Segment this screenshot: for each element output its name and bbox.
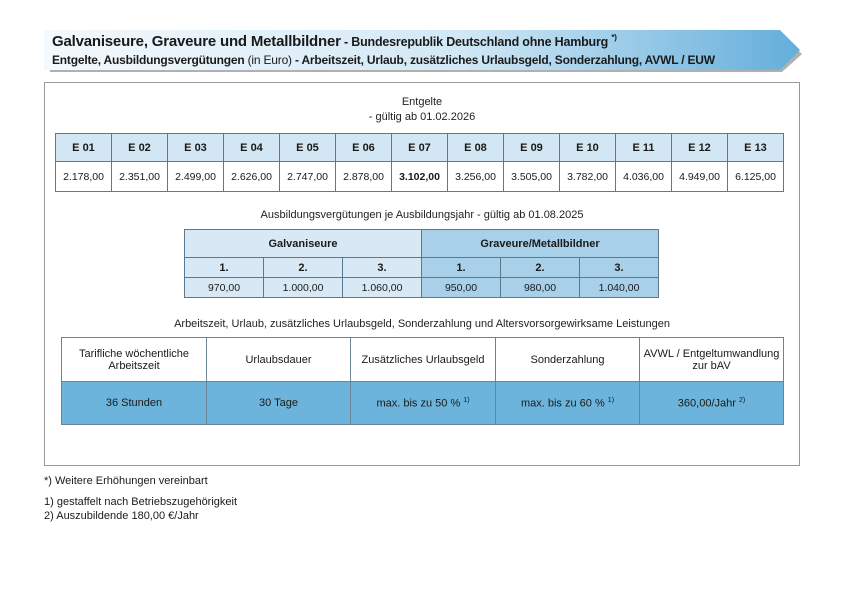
ausbildung-title: Ausbildungsvergütungen je Ausbildungsjahr - gültig ab 01.08.2025: [260, 209, 584, 221]
value-e04: 2.626,00: [224, 162, 280, 192]
entgelte-header-row: [56, 134, 784, 162]
value-e13: 6.125,00: [728, 162, 784, 192]
value-e02: 2.351,00: [112, 162, 168, 192]
header-banner: [44, 29, 798, 73]
arbeitszeit-header-row: [62, 338, 784, 382]
value-avwl: 360,00/Jahr $^{2)}$: [640, 382, 784, 425]
value-e08: 3.256,00: [448, 162, 504, 192]
page-subtitle: Entgelte, Ausbildungsvergütungen (in Euro) - Arbeitszeit, Urlaub, zusätzliches Urlaubsgeld, Sonderzahlung, AVWL / EUW: [52, 53, 715, 67]
ausbildung-year-row: [185, 258, 659, 278]
col-arbeitszeit: Tarifliche wöchentliche Arbeitszeit: [62, 338, 207, 382]
entgelte-valid-date: - gültig ab 01.02.2026: [368, 111, 476, 123]
ausbildung-value-row: [185, 278, 659, 298]
value-e09: 3.505,00: [504, 162, 560, 192]
year-label: 1.: [185, 258, 264, 278]
footnote-1: 1) gestaffelt nach Betriebszugehörigkeit: [44, 496, 238, 508]
value-e12: 4.949,00: [672, 162, 728, 192]
value-urlaubsdauer: 30 Tage: [207, 382, 351, 425]
footnote-mark: 1): [607, 396, 615, 404]
value-urlaubsgeld: max. bis zu 50 % $^{1)}$: [351, 382, 496, 425]
value-sonderzahlung: max. bis zu 60 % $^{1)}$: [496, 382, 640, 425]
col-sonderzahlung: Sonderzahlung: [496, 338, 640, 382]
entgelte-table: [55, 133, 784, 192]
group-e06: E 06: [336, 134, 392, 162]
group-e01: E 01: [56, 134, 112, 162]
note-star: *) Weitere Erhöhungen vereinbart: [44, 475, 208, 487]
value-arbeitszeit: 36 Stunden: [62, 382, 207, 425]
group-e13: E 13: [728, 134, 784, 162]
ausbildung-value: 980,00: [501, 278, 580, 298]
arbeitszeit-title: Arbeitszeit, Urlaub, zusätzliches Urlaubsgeld, Sonderzahlung und Altersvorsorgewirksame Leistungen: [174, 318, 670, 330]
ausbildung-value: 1.040,00: [580, 278, 659, 298]
group-e03: E 03: [168, 134, 224, 162]
year-label: 1.: [422, 258, 501, 278]
group-e09: E 09: [504, 134, 560, 162]
footnote-mark: 1): [463, 396, 470, 404]
value-e06: 2.878,00: [336, 162, 392, 192]
group-e10: E 10: [560, 134, 616, 162]
ausbildung-group-row: [185, 230, 659, 258]
group-e04: E 04: [224, 134, 280, 162]
year-label: 2.: [501, 258, 580, 278]
value-e05: 2.747,00: [280, 162, 336, 192]
ausbildung-value: 950,00: [422, 278, 501, 298]
group-e12: E 12: [672, 134, 728, 162]
year-label: 3.: [580, 258, 659, 278]
col-avwl: AVWL / Entgeltumwandlung zur bAV: [640, 338, 784, 382]
group-graveure: Graveure/Metallbildner: [422, 230, 659, 258]
value-e01: 2.178,00: [56, 162, 112, 192]
entgelte-title: Entgelte: [401, 96, 443, 108]
col-urlaubsgeld: Zusätzliches Urlaubsgeld: [351, 338, 496, 382]
entgelte-value-row: [56, 162, 784, 192]
group-e02: E 02: [112, 134, 168, 162]
value-e07: 3.102,00: [392, 162, 448, 192]
ausbildung-value: 1.060,00: [343, 278, 422, 298]
ausbildung-value: 970,00: [185, 278, 264, 298]
group-galvaniseure: Galvaniseure: [185, 230, 422, 258]
value-e11: 4.036,00: [616, 162, 672, 192]
group-e05: E 05: [280, 134, 336, 162]
arbeitszeit-value-row: [62, 382, 784, 425]
page-title: Galvaniseure, Graveure und Metallbildner - Bundesrepublik Deutschland ohne Hamburg *): [52, 33, 617, 50]
ausbildung-value: 1.000,00: [264, 278, 343, 298]
value-e03: 2.499,00: [168, 162, 224, 192]
col-urlaubsdauer: Urlaubsdauer: [207, 338, 351, 382]
group-e11: E 11: [616, 134, 672, 162]
arbeitszeit-table: [61, 337, 784, 425]
footnote-2: 2) Auszubildende 180,00 €/Jahr: [44, 510, 199, 522]
ausbildung-table: [184, 229, 659, 298]
year-label: 3.: [343, 258, 422, 278]
footnote-mark: 2): [738, 396, 746, 404]
group-e08: E 08: [448, 134, 504, 162]
value-e10: 3.782,00: [560, 162, 616, 192]
year-label: 2.: [264, 258, 343, 278]
group-e07: E 07: [392, 134, 448, 162]
